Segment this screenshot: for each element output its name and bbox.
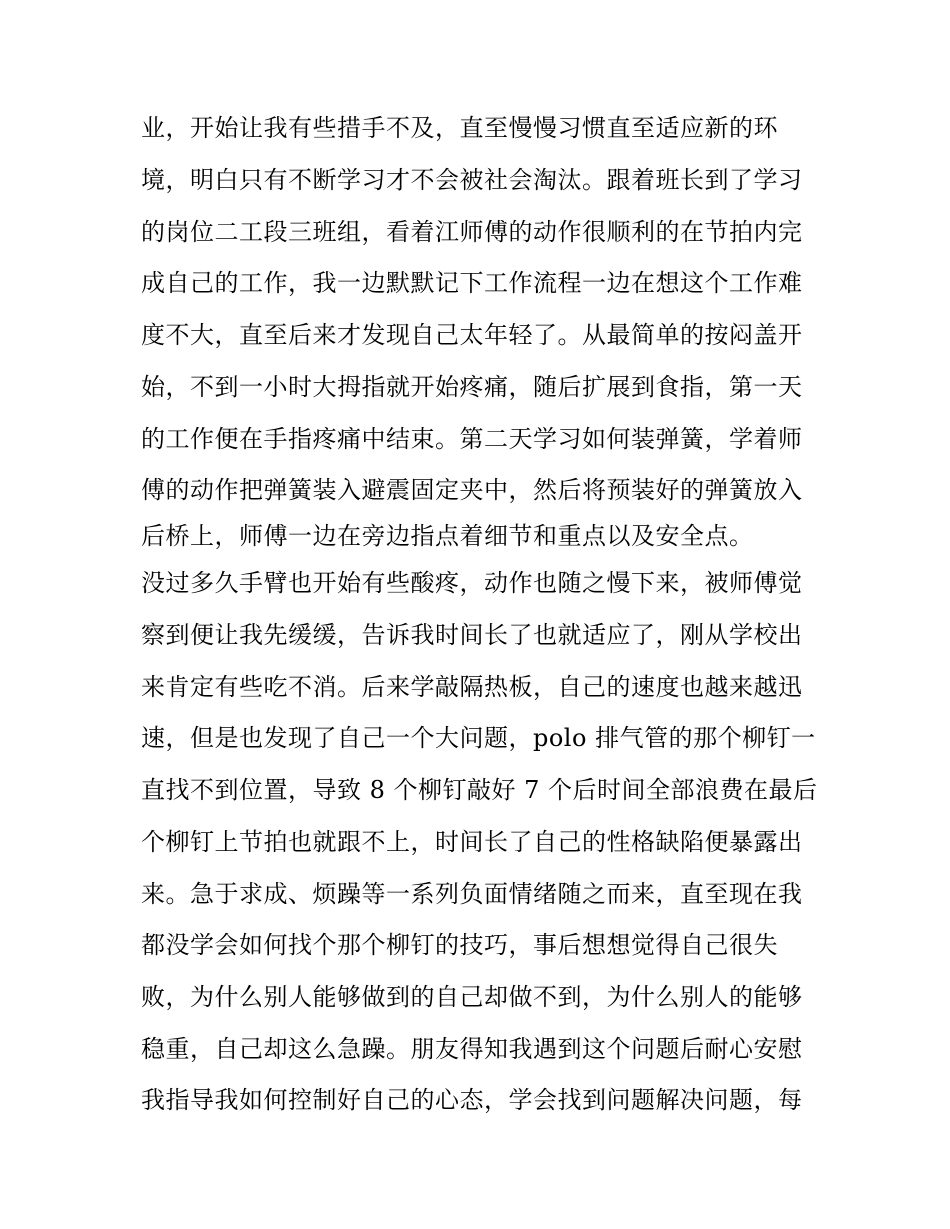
text-line: 傅的动作把弹簧装入避震固定夹中，然后将预装好的弹簧放入: [141, 476, 803, 504]
text-line: 稳重，自己却这么急躁。朋友得知我遇到这个问题后耐心安慰: [141, 1035, 803, 1063]
text-line: 后桥上，师傅一边在旁边指点着细节和重点以及安全点。: [141, 522, 754, 550]
text-line: 我指导我如何控制好自己的心态，学会找到问题解决问题，每: [141, 1086, 803, 1114]
text-line: 的工作便在手指疼痛中结束。第二天学习如何装弹簧，学着师: [141, 425, 803, 453]
text-line: 败，为什么别人能够做到的自己却做不到，为什么别人的能够: [141, 983, 803, 1011]
text-line: 的岗位二工段三班组，看着江师傅的动作很顺利的在节拍内完: [141, 218, 803, 246]
text-line: 察到便让我先缓缓，告诉我时间长了也就适应了，刚从学校出: [141, 621, 803, 649]
text-line: 直找不到位置，导致 8 个柳钉敲好 7 个后时间全部浪费在最后: [141, 776, 818, 804]
text-line: 始，不到一小时大拇指就开始疼痛，随后扩展到食指，第一天: [141, 373, 803, 401]
text-line: 来肯定有些吃不消。后来学敲隔热板，自己的速度也越来越迅: [141, 673, 803, 701]
text-line: 成自己的工作，我一边默默记下工作流程一边在想这个工作难: [141, 269, 803, 297]
text-line: 业，开始让我有些措手不及，直至慢慢习惯直至适应新的环: [141, 114, 778, 142]
text-line: 度不大，直至后来才发现自己太年轻了。从最简单的按闷盖开: [141, 321, 803, 349]
text-line: 没过多久手臂也开始有些酸疼，动作也随之慢下来，被师傅觉: [141, 569, 803, 597]
text-line: 都没学会如何找个那个柳钉的技巧，事后想想觉得自己很失: [141, 931, 778, 959]
text-line: 境，明白只有不断学习才不会被社会淘汰。跟着班长到了学习: [141, 166, 803, 194]
text-line: 个柳钉上节拍也就跟不上，时间长了自己的性格缺陷便暴露出: [141, 828, 803, 856]
text-line: 速，但是也发现了自己一个大问题，polo 排气管的那个柳钉一: [141, 724, 816, 752]
text-line: 来。急于求成、烦躁等一系列负面情绪随之而来，直至现在我: [141, 880, 803, 908]
